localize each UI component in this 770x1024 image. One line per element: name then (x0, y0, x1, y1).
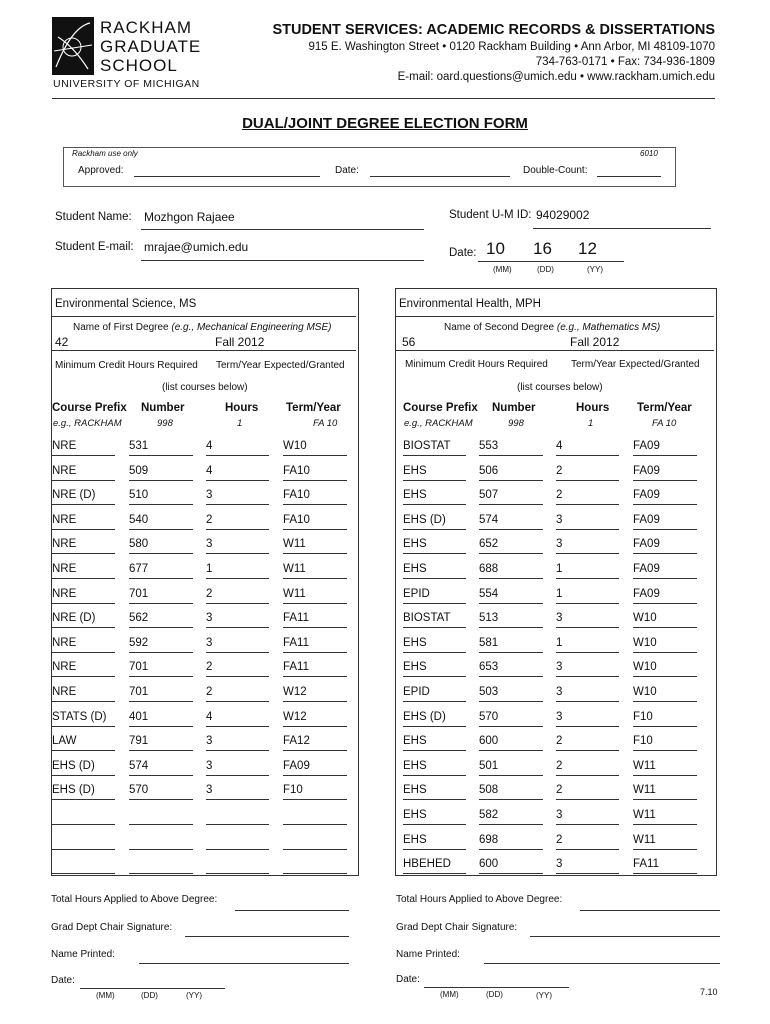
first-degree-row-6-term[interactable]: W11 (283, 561, 347, 579)
first-degree-row-5-term[interactable]: W11 (283, 536, 347, 554)
second-printed-field[interactable] (484, 963, 720, 964)
second-date-label: Date: (396, 974, 420, 985)
second-col-term: Term/Year (637, 402, 692, 414)
second-degree-row-9-term[interactable]: W10 (633, 635, 697, 653)
second-degree-row-18-prefix[interactable]: HBEHED (403, 856, 466, 874)
first-degree-row-1-hours[interactable]: 4 (206, 438, 269, 456)
student-id-field[interactable] (533, 208, 711, 229)
first-degree-row-13-hours[interactable]: 3 (206, 733, 269, 751)
first-degree-name: Environmental Science, MS (55, 298, 197, 310)
second-example-term: FA 10 (652, 418, 677, 429)
student-date-label: Date: (449, 247, 477, 259)
first-total-field[interactable] (235, 910, 349, 911)
first-degree-row-10-prefix[interactable]: NRE (52, 659, 115, 677)
first-degree-row-17-term[interactable] (283, 832, 347, 850)
first-degree-row-9-prefix[interactable]: NRE (52, 635, 115, 653)
first-degree-row-2-prefix[interactable]: NRE (52, 463, 115, 481)
second-degree-row-17-prefix[interactable]: EHS (403, 832, 466, 850)
second-degree-row-2-number[interactable]: 506 (479, 463, 543, 481)
first-degree-row-15-term[interactable]: F10 (283, 782, 347, 800)
first-degree-term-label: Term/Year Expected/Granted (216, 360, 345, 371)
first-degree-row-12-hours[interactable]: 4 (206, 709, 269, 727)
first-degree-row-8-number[interactable]: 562 (129, 610, 193, 628)
first-example-number: 998 (157, 418, 173, 429)
second-degree-row-18-hours[interactable]: 3 (556, 856, 619, 874)
first-footer-mm: (MM) (96, 991, 115, 1000)
second-example-prefix: e.g., RACKHAM (404, 418, 473, 429)
first-degree-row-16-prefix[interactable] (52, 807, 115, 825)
student-id-label: Student U-M ID: (449, 209, 532, 221)
first-degree-row-2-term[interactable]: FA10 (283, 463, 347, 481)
first-degree-row-12-prefix[interactable]: STATS (D) (52, 709, 115, 727)
first-printed-field[interactable] (139, 963, 349, 964)
first-degree-row-18-number[interactable] (129, 856, 193, 874)
first-degree-row-1-term[interactable]: W10 (283, 438, 347, 456)
first-degree-credit-line (52, 350, 356, 351)
first-degree-row-2-number[interactable]: 509 (129, 463, 193, 481)
first-degree-caption (73, 322, 331, 333)
first-degree-row-18-term[interactable] (283, 856, 347, 874)
second-degree-row-18-number[interactable]: 600 (479, 856, 543, 874)
first-degree-row-16-hours[interactable] (206, 807, 269, 825)
second-degree-name-line (396, 316, 714, 317)
second-degree-row-1-number[interactable]: 553 (479, 438, 543, 456)
first-total-label: Total Hours Applied to Above Degree: (51, 894, 218, 905)
second-degree-row-4-prefix[interactable]: EHS (D) (403, 512, 466, 530)
second-degree-row-6-prefix[interactable]: EHS (403, 561, 466, 579)
second-example-hours: 1 (588, 418, 594, 429)
first-degree-row-3-number[interactable]: 510 (129, 487, 193, 505)
second-degree-row-15-hours[interactable]: 2 (556, 782, 619, 800)
student-email-value: mrajae@umich.edu (144, 240, 249, 254)
second-degree-row-17-term[interactable]: W11 (633, 832, 697, 850)
first-degree-row-10-term[interactable]: FA11 (283, 659, 347, 677)
first-degree-row-14-number[interactable]: 574 (129, 758, 193, 776)
first-degree-row-6-hours[interactable]: 1 (206, 561, 269, 579)
student-date-dd-caption: (DD) (537, 265, 554, 274)
first-col-prefix: Course Prefix (52, 402, 127, 414)
second-degree-row-11-prefix[interactable]: EPID (403, 684, 466, 702)
second-degree-row-7-number[interactable]: 554 (479, 586, 543, 604)
student-date-mm: 10 (486, 239, 505, 258)
second-col-prefix: Course Prefix (403, 402, 478, 414)
first-degree-row-10-number[interactable]: 701 (129, 659, 193, 677)
second-degree-row-8-term[interactable]: W10 (633, 610, 697, 628)
first-degree-row-3-prefix[interactable]: NRE (D) (52, 487, 115, 505)
first-degree-row-14-prefix[interactable]: EHS (D) (52, 758, 115, 776)
second-degree-row-1-prefix[interactable]: BIOSTAT (403, 438, 466, 456)
first-degree-row-8-hours[interactable]: 3 (206, 610, 269, 628)
first-degree-name-line (52, 316, 356, 317)
second-degree-min-credits: 56 (402, 335, 416, 349)
first-degree-min-label: Minimum Credit Hours Required (55, 360, 198, 371)
first-col-number: Number (141, 402, 185, 414)
office-date-field[interactable] (370, 176, 510, 177)
second-degree-row-4-hours[interactable]: 3 (556, 512, 619, 530)
first-degree-row-3-hours[interactable]: 3 (206, 487, 269, 505)
first-degree-row-5-number[interactable]: 580 (129, 536, 193, 554)
logo-text-line-2: GRADUATE (100, 37, 202, 56)
second-degree-row-9-number[interactable]: 581 (479, 635, 543, 653)
second-total-label: Total Hours Applied to Above Degree: (396, 894, 563, 905)
first-degree-row-16-term[interactable] (283, 807, 347, 825)
office-phone-fax: 734-763-0171 • Fax: 734-936-1809 (535, 56, 715, 68)
student-name-value: Mozhgon Rajaee (144, 210, 235, 224)
first-degree-row-14-term[interactable]: FA09 (283, 758, 347, 776)
logo-university: UNIVERSITY OF MICHIGAN (53, 78, 200, 90)
student-id-value: 94029002 (536, 208, 590, 222)
second-footer-mm: (MM) (440, 990, 459, 999)
first-degree-row-12-number[interactable]: 401 (129, 709, 193, 727)
first-degree-row-17-hours[interactable] (206, 832, 269, 850)
first-degree-caption-text: Name of First Degree (73, 322, 169, 333)
first-degree-row-3-term[interactable]: FA10 (283, 487, 347, 505)
student-date-yy-caption: (YY) (587, 265, 603, 274)
second-degree-row-16-term[interactable]: W11 (633, 807, 697, 825)
second-degree-row-18-term[interactable]: FA11 (633, 856, 697, 874)
second-degree-row-5-prefix[interactable]: EHS (403, 536, 466, 554)
first-example-term: FA 10 (313, 418, 338, 429)
second-degree-caption-example: (e.g., Mathematics MS) (556, 322, 661, 333)
second-chair-signature-field[interactable] (530, 936, 720, 937)
first-degree-row-5-prefix[interactable]: NRE (52, 536, 115, 554)
first-degree-row-11-hours[interactable]: 2 (206, 684, 269, 702)
first-degree-row-1-prefix[interactable]: NRE (52, 438, 115, 456)
first-degree-row-18-hours[interactable] (206, 856, 269, 874)
second-degree-row-3-hours[interactable]: 2 (556, 487, 619, 505)
second-degree-row-4-term[interactable]: FA09 (633, 512, 697, 530)
second-degree-row-17-hours[interactable]: 2 (556, 832, 619, 850)
first-col-hours: Hours (225, 402, 259, 414)
first-degree-row-6-prefix[interactable]: NRE (52, 561, 115, 579)
second-degree-row-10-prefix[interactable]: EHS (403, 659, 466, 677)
first-date-label: Date: (51, 975, 75, 986)
second-degree-name: Environmental Health, MPH (399, 298, 541, 310)
first-degree-row-11-prefix[interactable]: NRE (52, 684, 115, 702)
second-degree-row-6-term[interactable]: FA09 (633, 561, 697, 579)
second-degree-row-3-number[interactable]: 507 (479, 487, 543, 505)
office-title: STUDENT SERVICES: ACADEMIC RECORDS & DISSERTATIONS (272, 22, 715, 38)
second-degree-row-7-hours[interactable]: 1 (556, 586, 619, 604)
second-degree-row-9-hours[interactable]: 1 (556, 635, 619, 653)
first-degree-list-label: (list courses below) (162, 382, 248, 393)
second-degree-row-11-term[interactable]: W10 (633, 684, 697, 702)
approved-label: Approved: (78, 165, 124, 176)
first-degree-row-12-term[interactable]: W12 (283, 709, 347, 727)
second-degree-row-16-number[interactable]: 582 (479, 807, 543, 825)
second-degree-row-5-term[interactable]: FA09 (633, 536, 697, 554)
first-degree-row-4-prefix[interactable]: NRE (52, 512, 115, 530)
second-degree-row-15-term[interactable]: W11 (633, 782, 697, 800)
first-chair-label: Grad Dept Chair Signature: (51, 922, 173, 933)
first-degree-row-4-number[interactable]: 540 (129, 512, 193, 530)
student-name-field[interactable] (141, 210, 424, 230)
form-code: 6010 (640, 149, 658, 158)
first-degree-row-6-number[interactable]: 677 (129, 561, 193, 579)
second-degree-row-10-term[interactable]: W10 (633, 659, 697, 677)
first-chair-signature-field[interactable] (185, 936, 349, 937)
second-degree-row-13-prefix[interactable]: EHS (403, 733, 466, 751)
first-degree-term: Fall 2012 (215, 335, 265, 349)
first-degree-row-9-number[interactable]: 592 (129, 635, 193, 653)
second-footer-date-field[interactable] (424, 987, 569, 988)
first-degree-row-18-prefix[interactable] (52, 856, 115, 874)
second-degree-row-17-number[interactable]: 698 (479, 832, 543, 850)
first-col-term: Term/Year (286, 402, 341, 414)
first-degree-row-9-hours[interactable]: 3 (206, 635, 269, 653)
office-address: 915 E. Washington Street • 0120 Rackham Building • Ann Arbor, MI 48109-1070 (308, 41, 715, 53)
first-degree-row-17-number[interactable] (129, 832, 193, 850)
second-degree-row-7-term[interactable]: FA09 (633, 586, 697, 604)
second-degree-row-13-hours[interactable]: 2 (556, 733, 619, 751)
first-degree-row-1-number[interactable]: 531 (129, 438, 193, 456)
second-degree-row-6-number[interactable]: 688 (479, 561, 543, 579)
second-degree-row-8-hours[interactable]: 3 (556, 610, 619, 628)
first-degree-row-17-prefix[interactable] (52, 832, 115, 850)
first-degree-row-2-hours[interactable]: 4 (206, 463, 269, 481)
student-date-mm-caption: (MM) (493, 265, 512, 274)
second-degree-row-14-hours[interactable]: 2 (556, 758, 619, 776)
first-degree-row-13-term[interactable]: FA12 (283, 733, 347, 751)
student-email-field[interactable] (141, 240, 424, 261)
second-printed-label: Name Printed: (396, 949, 460, 960)
first-degree-row-5-hours[interactable]: 3 (206, 536, 269, 554)
second-footer-dd: (DD) (486, 990, 503, 999)
second-degree-row-12-term[interactable]: F10 (633, 709, 697, 727)
second-degree-row-2-prefix[interactable]: EHS (403, 463, 466, 481)
form-title: DUAL/JOINT DEGREE ELECTION FORM (242, 115, 528, 132)
second-degree-row-5-number[interactable]: 652 (479, 536, 543, 554)
student-date-dd: 16 (533, 239, 552, 258)
second-degree-row-3-prefix[interactable]: EHS (403, 487, 466, 505)
header-divider (52, 98, 715, 99)
first-degree-row-7-number[interactable]: 701 (129, 586, 193, 604)
second-col-hours: Hours (576, 402, 610, 414)
first-degree-row-4-term[interactable]: FA10 (283, 512, 347, 530)
second-degree-row-8-prefix[interactable]: BIOSTAT (403, 610, 466, 628)
second-degree-list-label: (list courses below) (517, 382, 603, 393)
second-degree-row-14-prefix[interactable]: EHS (403, 758, 466, 776)
second-degree-caption (444, 322, 660, 333)
second-degree-credit-line (396, 350, 714, 351)
office-email-web: E-mail: oard.questions@umich.edu • www.rackham.umich.edu (397, 71, 715, 83)
form-version: 7.10 (700, 987, 718, 997)
second-degree-row-12-hours[interactable]: 3 (556, 709, 619, 727)
second-degree-min-label: Minimum Credit Hours Required (405, 359, 548, 370)
double-count-field[interactable] (597, 176, 661, 177)
second-total-field[interactable] (580, 910, 720, 911)
first-example-hours: 1 (237, 418, 243, 429)
first-degree-row-11-number[interactable]: 701 (129, 684, 193, 702)
second-degree-row-15-prefix[interactable]: EHS (403, 782, 466, 800)
second-degree-row-6-hours[interactable]: 1 (556, 561, 619, 579)
office-date-label: Date: (335, 165, 359, 176)
second-degree-row-7-prefix[interactable]: EPID (403, 586, 466, 604)
first-degree-min-credits: 42 (55, 335, 69, 349)
second-degree-row-1-term[interactable]: FA09 (633, 438, 697, 456)
second-degree-row-12-prefix[interactable]: EHS (D) (403, 709, 466, 727)
double-count-label: Double-Count: (523, 165, 588, 176)
second-degree-row-14-term[interactable]: W11 (633, 758, 697, 776)
first-degree-row-16-number[interactable] (129, 807, 193, 825)
second-chair-label: Grad Dept Chair Signature: (396, 922, 518, 933)
second-degree-row-13-number[interactable]: 600 (479, 733, 543, 751)
first-degree-row-14-hours[interactable]: 3 (206, 758, 269, 776)
first-degree-row-8-term[interactable]: FA11 (283, 610, 347, 628)
first-degree-row-7-prefix[interactable]: NRE (52, 586, 115, 604)
logo-swirl-icon (52, 17, 94, 75)
second-footer-yy: (YY) (536, 991, 552, 1000)
logo-text-line-1: RACKHAM (100, 18, 193, 37)
first-footer-dd: (DD) (141, 991, 158, 1000)
second-degree-term-label: Term/Year Expected/Granted (571, 359, 700, 370)
second-degree-row-11-number[interactable]: 503 (479, 684, 543, 702)
first-degree-row-10-hours[interactable]: 2 (206, 659, 269, 677)
second-example-number: 998 (508, 418, 524, 429)
second-degree-row-14-number[interactable]: 501 (479, 758, 543, 776)
second-col-number: Number (492, 402, 536, 414)
first-degree-row-7-term[interactable]: W11 (283, 586, 347, 604)
first-degree-row-15-hours[interactable]: 3 (206, 782, 269, 800)
second-degree-row-13-term[interactable]: F10 (633, 733, 697, 751)
first-example-prefix: e.g., RACKHAM (53, 418, 122, 429)
first-degree-row-7-hours[interactable]: 2 (206, 586, 269, 604)
second-degree-row-1-hours[interactable]: 4 (556, 438, 619, 456)
first-degree-row-15-prefix[interactable]: EHS (D) (52, 782, 115, 800)
second-degree-row-11-hours[interactable]: 3 (556, 684, 619, 702)
first-footer-yy: (YY) (186, 991, 202, 1000)
first-printed-label: Name Printed: (51, 949, 115, 960)
first-degree-caption-example: (e.g., Mechanical Engineering MSE) (171, 322, 332, 333)
second-degree-row-12-number[interactable]: 570 (479, 709, 543, 727)
first-degree-row-15-number[interactable]: 570 (129, 782, 193, 800)
second-degree-row-9-prefix[interactable]: EHS (403, 635, 466, 653)
student-name-label: Student Name: (55, 211, 132, 223)
rackham-logo-mark (52, 17, 94, 75)
second-degree-row-15-number[interactable]: 508 (479, 782, 543, 800)
first-degree-row-4-hours[interactable]: 2 (206, 512, 269, 530)
second-degree-row-3-term[interactable]: FA09 (633, 487, 697, 505)
second-degree-row-2-term[interactable]: FA09 (633, 463, 697, 481)
second-degree-row-16-hours[interactable]: 3 (556, 807, 619, 825)
first-degree-row-9-term[interactable]: FA11 (283, 635, 347, 653)
second-degree-caption-text: Name of Second Degree (444, 322, 555, 333)
second-degree-row-10-number[interactable]: 653 (479, 659, 543, 677)
second-degree-row-4-number[interactable]: 574 (479, 512, 543, 530)
first-degree-row-13-number[interactable]: 791 (129, 733, 193, 751)
first-degree-row-13-prefix[interactable]: LAW (52, 733, 115, 751)
second-degree-term: Fall 2012 (570, 335, 620, 349)
student-email-label: Student E-mail: (55, 241, 134, 253)
second-degree-row-16-prefix[interactable]: EHS (403, 807, 466, 825)
first-degree-row-8-prefix[interactable]: NRE (D) (52, 610, 115, 628)
second-degree-row-8-number[interactable]: 513 (479, 610, 543, 628)
second-degree-row-10-hours[interactable]: 3 (556, 659, 619, 677)
student-date-yy: 12 (578, 239, 597, 258)
second-degree-row-2-hours[interactable]: 2 (556, 463, 619, 481)
first-degree-row-11-term[interactable]: W12 (283, 684, 347, 702)
second-degree-row-5-hours[interactable]: 3 (556, 536, 619, 554)
first-footer-date-field[interactable] (80, 988, 225, 989)
approved-field[interactable] (134, 176, 320, 177)
logo-text-line-3: SCHOOL (100, 56, 178, 75)
office-use-label: Rackham use only (72, 149, 138, 158)
